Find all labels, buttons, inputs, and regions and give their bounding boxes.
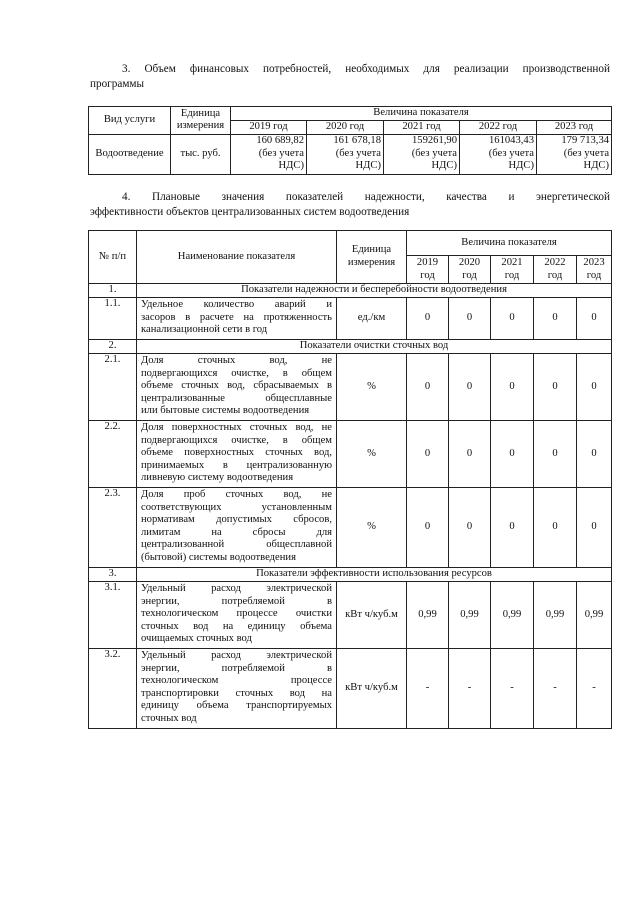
row-name-line: Удельный расход электрической xyxy=(141,650,332,661)
value-note: НДС) xyxy=(508,160,534,172)
row-name-line: нормативам допустимых сбросов, xyxy=(141,514,332,526)
group-num-cell: 1. xyxy=(89,284,137,298)
row-value-cell: 0,99 xyxy=(577,582,612,649)
row-value-cell: 0 xyxy=(534,488,577,568)
row-value-cell: 0,99 xyxy=(407,582,449,649)
col-service-header: Вид услуги xyxy=(89,107,171,135)
year-header: 2022 год xyxy=(460,121,537,135)
value-cell xyxy=(231,134,307,174)
row-unit-cell: % xyxy=(337,421,407,488)
value-note: (без учета xyxy=(258,147,304,159)
row-name-cell xyxy=(137,649,337,729)
row-value-cell: 0 xyxy=(407,354,449,421)
row-name-cell xyxy=(137,354,337,421)
row-value-cell: 0 xyxy=(577,421,612,488)
section4-heading-line2: эффективности объектов централизованных систем водоотведения xyxy=(90,206,410,218)
row-name-line: канализационной сети в год xyxy=(141,324,268,336)
row-name-cell xyxy=(137,298,337,340)
row-value-cell: - xyxy=(577,649,612,729)
row-name-line: Доля поверхностных сточных вод, не xyxy=(141,422,332,433)
row-value-cell: - xyxy=(491,649,534,729)
table-row xyxy=(89,421,612,488)
year-number: 2021 xyxy=(501,256,523,268)
row-name-line: объеме сточных вод, сбрасываемых в xyxy=(141,380,332,392)
service-cell: Водоотведение xyxy=(89,134,171,174)
year-header xyxy=(577,256,612,284)
row-value-cell: 0 xyxy=(534,421,577,488)
row-name-line: (бытовой) системы водоотведения xyxy=(141,551,296,563)
row-num-cell: 1.1. xyxy=(89,298,137,340)
row-name-line: или бытовые системы водоотведения xyxy=(141,405,310,417)
year-header xyxy=(449,256,491,284)
row-name-line: лимитам на сбросы для xyxy=(141,526,332,538)
row-name-line: Удельный расход электрической xyxy=(141,583,332,594)
group-row xyxy=(89,340,612,354)
year-header xyxy=(534,256,577,284)
row-name-cell xyxy=(137,488,337,568)
indicators-table xyxy=(88,230,612,729)
row-value-cell: 0 xyxy=(491,298,534,340)
row-name-line: централизованной общесплавной xyxy=(141,539,332,551)
year-number: 2023 xyxy=(583,256,605,268)
row-value-cell: - xyxy=(534,649,577,729)
row-num-cell: 3.2. xyxy=(89,649,137,729)
row-name-line: соответствующих установленным xyxy=(141,501,332,513)
year-number: 2022 xyxy=(544,256,566,268)
year-word: год xyxy=(504,269,520,281)
row-name-line: объеме поверхностных сточных вод, xyxy=(141,447,332,459)
value-cell xyxy=(537,134,612,174)
section4-heading-line1: 4. Плановые значения показателей надежности, качества и энергетической xyxy=(122,191,610,203)
row-unit-cell: кВт ч/куб.м xyxy=(337,649,407,729)
row-name-line: Доля проб сточных вод, не xyxy=(141,489,332,500)
row-value-cell: 0,99 xyxy=(534,582,577,649)
row-unit-cell: ед./км xyxy=(337,298,407,340)
group-num-cell: 3. xyxy=(89,568,137,582)
year-word: год xyxy=(547,269,563,281)
col-unit-header xyxy=(337,231,407,284)
row-value-cell: 0 xyxy=(577,488,612,568)
year-header: 2019 год xyxy=(231,121,307,135)
row-name-line: технологическом процессе xyxy=(141,675,332,687)
table-row xyxy=(89,354,612,421)
row-num-cell: 2.3. xyxy=(89,488,137,568)
row-name-line: энергии, потребляемой в xyxy=(141,595,332,607)
year-number: 2019 xyxy=(416,256,439,268)
row-name-line: принимаемых в централизованную xyxy=(141,459,332,471)
col-unit-header-l1: Единица xyxy=(180,107,221,119)
table-row xyxy=(89,298,612,340)
row-value-cell: 0 xyxy=(449,298,491,340)
unit-cell: тыс. руб. xyxy=(171,134,231,174)
value-cell xyxy=(384,134,460,174)
row-name-line: сточных вод xyxy=(141,712,197,724)
col-value-header: Величина показателя xyxy=(407,231,612,256)
row-name-line: ливневую систему водоотведения xyxy=(141,472,294,484)
year-word: год xyxy=(420,269,435,281)
row-name-line: транспортировки сточных вод на xyxy=(141,687,332,699)
year-number: 2020 xyxy=(458,256,481,268)
year-header: 2020 год xyxy=(307,121,384,135)
row-value-cell: 0 xyxy=(407,298,449,340)
row-name-line: Доля сточных вод, не xyxy=(141,355,332,366)
row-name-line: единицу объема транспортируемых xyxy=(141,700,332,712)
row-value-cell: 0 xyxy=(449,421,491,488)
value-note: НДС) xyxy=(278,160,304,172)
group-title-cell: Показатели надежности и бесперебойности водоотведения xyxy=(137,284,612,298)
value-cell xyxy=(460,134,537,174)
value-note: (без учета xyxy=(488,147,534,159)
row-name-line: засоров в расчете на протяженность xyxy=(141,311,332,323)
value-note: (без учета xyxy=(335,147,381,159)
group-title-cell: Показатели очистки сточных вод xyxy=(137,340,612,354)
row-name-cell xyxy=(137,582,337,649)
row-name-line: сточных вод на единицу объема xyxy=(141,620,332,632)
row-value-cell: 0,99 xyxy=(491,582,534,649)
row-name-line: Удельное количество аварий и xyxy=(141,299,332,310)
value-note: НДС) xyxy=(355,160,381,172)
row-value-cell: - xyxy=(449,649,491,729)
table-row xyxy=(89,649,612,729)
row-value-cell: 0 xyxy=(577,298,612,340)
row-unit-cell: % xyxy=(337,354,407,421)
row-name-line: энергии, потребляемой в xyxy=(141,662,332,674)
value-note: НДС) xyxy=(583,160,610,172)
value-note: НДС) xyxy=(431,160,457,172)
row-value-cell: 0 xyxy=(491,354,534,421)
value-amount: 161 678,18 xyxy=(333,135,381,147)
row-value-cell: 0 xyxy=(577,354,612,421)
financial-needs-table xyxy=(88,106,612,175)
value-amount: 161043,43 xyxy=(488,135,534,147)
row-value-cell: 0 xyxy=(407,488,449,568)
row-name-line: очищаемых сточных вод xyxy=(141,633,252,645)
group-row xyxy=(89,284,612,298)
value-amount: 159261,90 xyxy=(411,135,457,147)
row-num-cell: 2.2. xyxy=(89,421,137,488)
row-value-cell: 0 xyxy=(407,421,449,488)
row-name-line: технологическом процессе очистки xyxy=(141,608,332,620)
year-header: 2021 год xyxy=(384,121,460,135)
value-amount: 160 689,82 xyxy=(256,135,304,147)
row-name-line: подвергающихся очистке, в общем xyxy=(141,367,332,379)
col-unit-header-l2: измерения xyxy=(347,257,396,268)
col-unit-header xyxy=(171,107,231,135)
table-row xyxy=(89,488,612,568)
group-row xyxy=(89,568,612,582)
row-value-cell: 0 xyxy=(491,488,534,568)
year-header xyxy=(491,256,534,284)
row-value-cell: - xyxy=(407,649,449,729)
year-header: 2023 год xyxy=(537,121,612,135)
col-unit-header-l2: измерения xyxy=(176,120,225,132)
value-note: (без учета xyxy=(411,147,457,159)
row-name-line: централизованные общесплавные xyxy=(141,392,332,404)
row-value-cell: 0 xyxy=(449,488,491,568)
year-word: год xyxy=(586,269,602,281)
row-name-cell xyxy=(137,421,337,488)
value-amount: 179 713,34 xyxy=(561,135,610,147)
col-name-header: Наименование показателя xyxy=(137,231,337,284)
row-num-cell: 3.1. xyxy=(89,582,137,649)
section3-heading-line1: 3. Объем финансовых потребностей, необходимых для реализации производственной xyxy=(122,63,610,75)
group-num-cell: 2. xyxy=(89,340,137,354)
table-row xyxy=(89,582,612,649)
group-title-cell: Показатели эффективности использования ресурсов xyxy=(137,568,612,582)
row-num-cell: 2.1. xyxy=(89,354,137,421)
table-row xyxy=(89,134,612,174)
value-note: (без учета xyxy=(563,147,610,159)
col-unit-header-l1: Единица xyxy=(351,244,392,256)
section3-heading-line2: программы xyxy=(90,78,144,90)
value-cell xyxy=(307,134,384,174)
col-value-header: Величина показателя xyxy=(231,107,612,121)
row-unit-cell: кВт ч/куб.м xyxy=(337,582,407,649)
row-name-line: подвергающихся очистке, в общем xyxy=(141,434,332,446)
col-num-header: № п/п xyxy=(89,231,137,284)
year-header xyxy=(407,256,449,284)
row-unit-cell: % xyxy=(337,488,407,568)
row-value-cell: 0 xyxy=(449,354,491,421)
row-value-cell: 0 xyxy=(534,298,577,340)
year-word: год xyxy=(462,269,477,281)
row-value-cell: 0 xyxy=(491,421,534,488)
row-value-cell: 0,99 xyxy=(449,582,491,649)
indicators-body xyxy=(89,231,612,729)
row-value-cell: 0 xyxy=(534,354,577,421)
